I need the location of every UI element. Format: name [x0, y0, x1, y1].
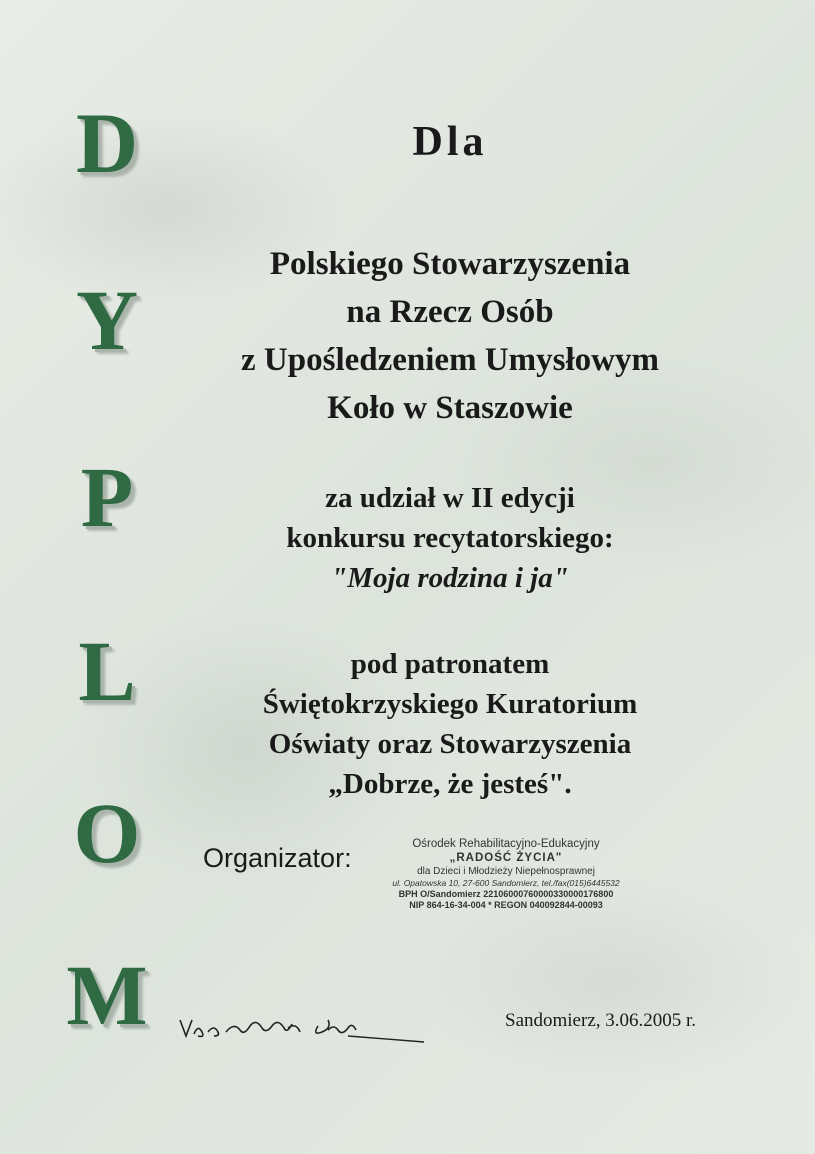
dedication-heading: Dla: [412, 119, 488, 165]
handwritten-signature: [178, 1014, 428, 1048]
patronage-line: „Dobrze, że jesteś".: [328, 768, 572, 800]
place-and-date: Sandomierz, 3.06.2005 r.: [505, 1010, 697, 1031]
contest-title: "Moja rodzina i ja": [331, 562, 569, 594]
stamp-line: dla Dzieci i Młodzieży Niepełnosprawnej: [417, 865, 595, 877]
patronage-line: Świętokrzyskiego Kuratorium: [262, 688, 638, 720]
vertical-letter-m: M: [66, 947, 148, 1043]
reason-block: [160, 478, 740, 598]
patronage-line: Oświaty oraz Stowarzyszenia: [268, 728, 632, 760]
organizer-stamp: [386, 837, 626, 911]
vertical-letter-l: L: [78, 623, 136, 719]
stamp-line: BPH O/Sandomierz 22106000760000330000176800: [398, 888, 614, 899]
organizer-label: Organizator:: [203, 843, 352, 873]
recipient-block: [160, 240, 740, 432]
recipient-line: na Rzecz Osób: [346, 294, 554, 330]
vertical-letter-d: D: [75, 95, 139, 191]
vertical-letter-y: Y: [75, 272, 139, 368]
recipient-line: Koło w Staszowie: [327, 390, 573, 426]
patronage-line: pod patronatem: [350, 648, 550, 680]
patronage-block: [160, 644, 740, 804]
reason-line: za udział w II edycji: [325, 482, 575, 514]
stamp-line: ul. Opatowska 10, 27-600 Sandomierz, tel./fax(015)6445532: [392, 878, 620, 889]
vertical-letter-p: P: [80, 449, 134, 545]
reason-line: konkursu recytatorskiego:: [286, 522, 614, 554]
vertical-letter-o: O: [73, 785, 141, 881]
stamp-line: NIP 864-16-34-004 * REGON 040092844-00093: [409, 900, 603, 911]
recipient-line: z Upośledzeniem Umysłowym: [241, 342, 659, 378]
stamp-line: „RADOŚĆ ŻYCIA": [449, 852, 563, 865]
recipient-line: Polskiego Stowarzyszenia: [269, 246, 631, 282]
stamp-line: Ośrodek Rehabilitacyjno-Edukacyjny: [412, 838, 600, 850]
